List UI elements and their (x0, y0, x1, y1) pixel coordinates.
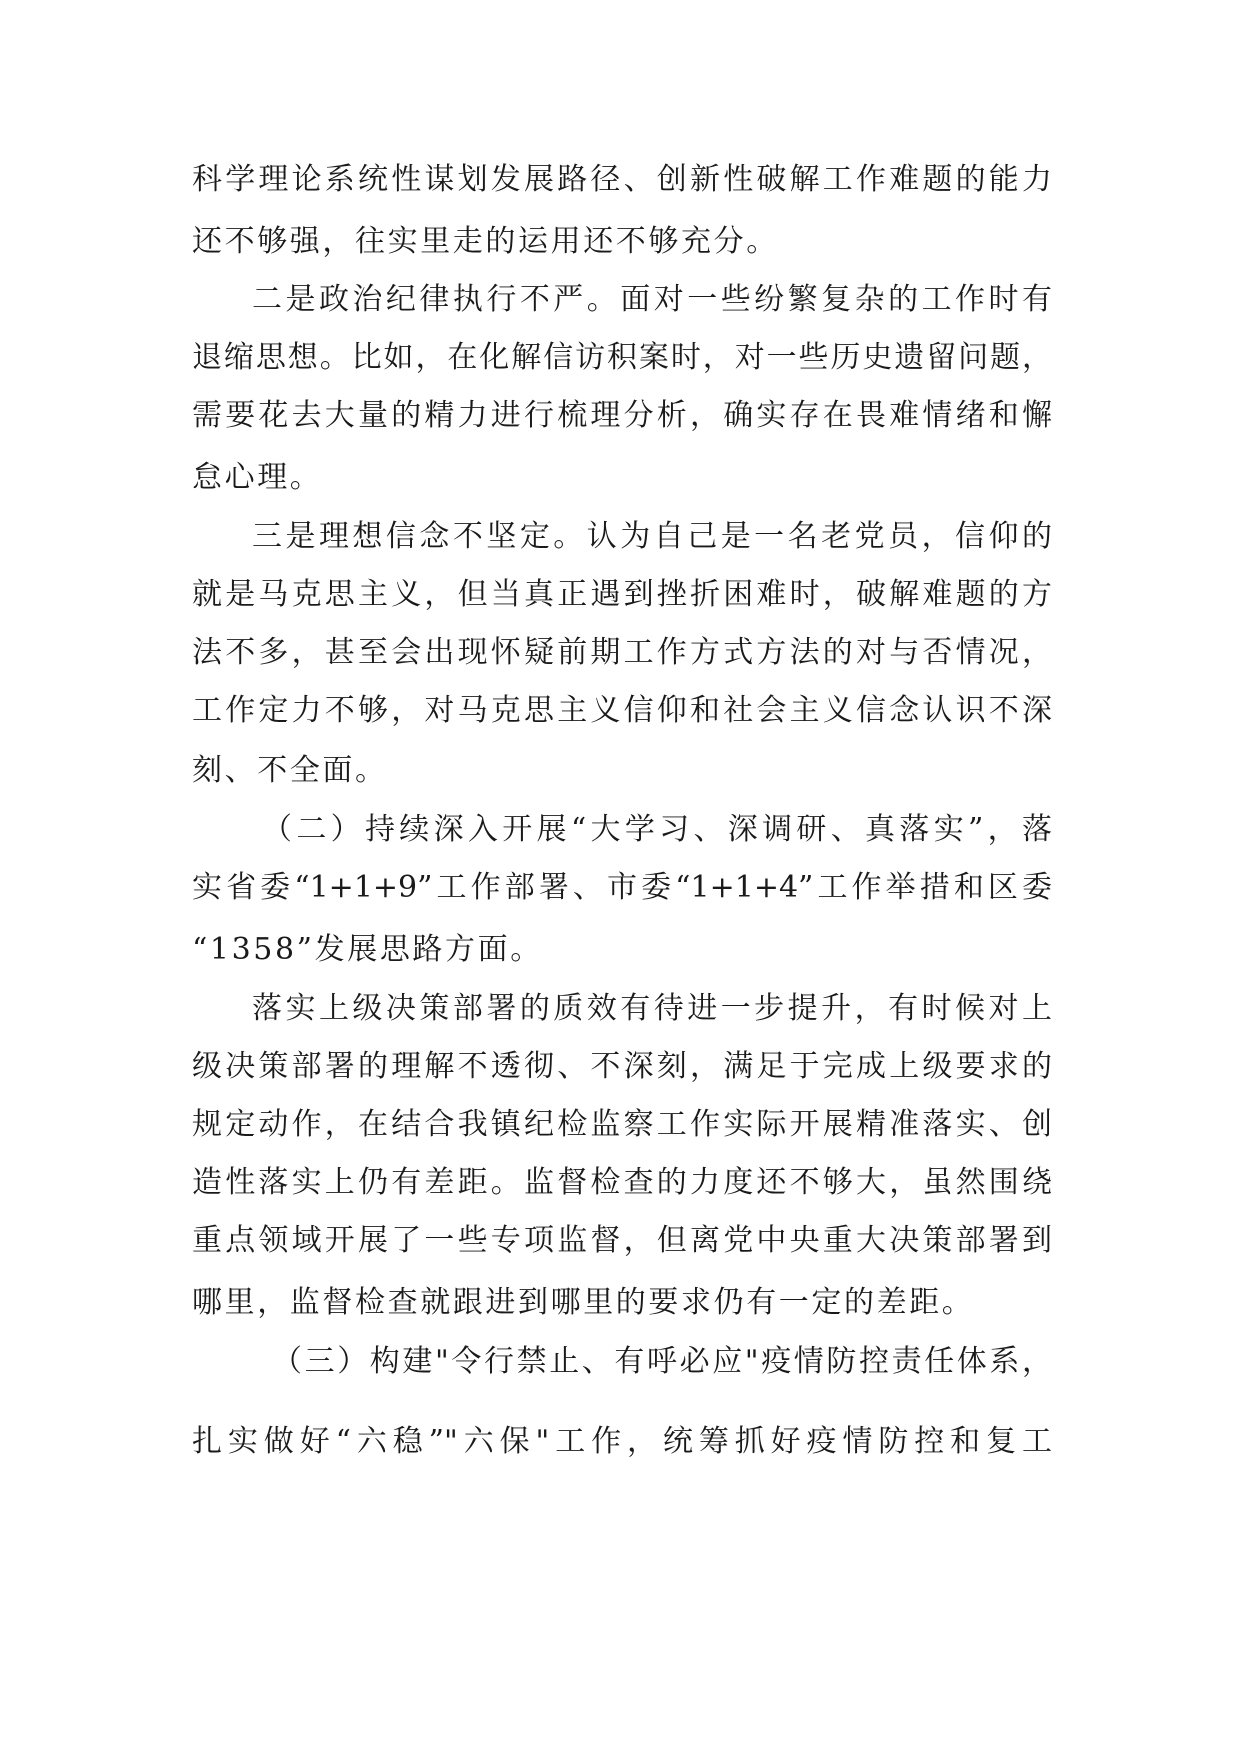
text-line: 落实上级决策部署的质效有待进一步提升，有时候对上 (252, 991, 1052, 1026)
text-line: 造性落实上仍有差距。监督检查的力度还不够大，虽然围绕 (192, 1165, 1052, 1200)
text-line: 还不够强，往实里走的运用还不够充分。 (192, 224, 779, 259)
text-line: 规定动作，在结合我镇纪检监察工作实际开展精准落实、创 (192, 1107, 1052, 1142)
text-line: 哪里，监督检查就跟进到哪里的要求仍有一定的差距。 (192, 1285, 975, 1320)
section-heading-line: 实省委“1+1+9”工作部署、市委“1+1+4”工作举措和区委 (192, 870, 1052, 905)
text-line: 法不多，甚至会出现怀疑前期工作方式方法的对与否情况， (192, 635, 1052, 670)
section-heading-line: （二）持续深入开展“大学习、深调研、真落实”，落 (262, 812, 1052, 847)
section-heading-line: “1358”发展思路方面。 (192, 932, 543, 967)
section-heading-line: （三）构建"令行禁止、有呼必应"疫情防控责任体系， (272, 1344, 1052, 1379)
text-line: 科学理论系统性谋划发展路径、创新性破解工作难题的能力 (192, 162, 1052, 197)
text-line: 就是马克思主义，但当真正遇到挫折困难时，破解难题的方 (192, 577, 1052, 612)
text-line: 级决策部署的理解不透彻、不深刻，满足于完成上级要求的 (192, 1049, 1052, 1084)
text-line: 二是政治纪律执行不严。面对一些纷繁复杂的工作时有 (252, 282, 1052, 317)
text-line: 工作定力不够，对马克思主义信仰和社会主义信念认识不深 (192, 693, 1052, 728)
text-line: 需要花去大量的精力进行梳理分析，确实存在畏难情绪和懈 (192, 398, 1052, 433)
text-line: 刻、不全面。 (192, 753, 388, 788)
text-line: 怠心理。 (192, 460, 323, 495)
text-line: 重点领域开展了一些专项监督，但离党中央重大决策部署到 (192, 1223, 1052, 1258)
text-line: 三是理想信念不坚定。认为自己是一名老党员，信仰的 (252, 519, 1052, 554)
text-line: 退缩思想。比如，在化解信访积案时，对一些历史遗留问题， (192, 340, 1052, 375)
text-line: 扎实做好“六稳”"六保"工作，统筹抓好疫情防控和复工 (192, 1424, 1052, 1459)
